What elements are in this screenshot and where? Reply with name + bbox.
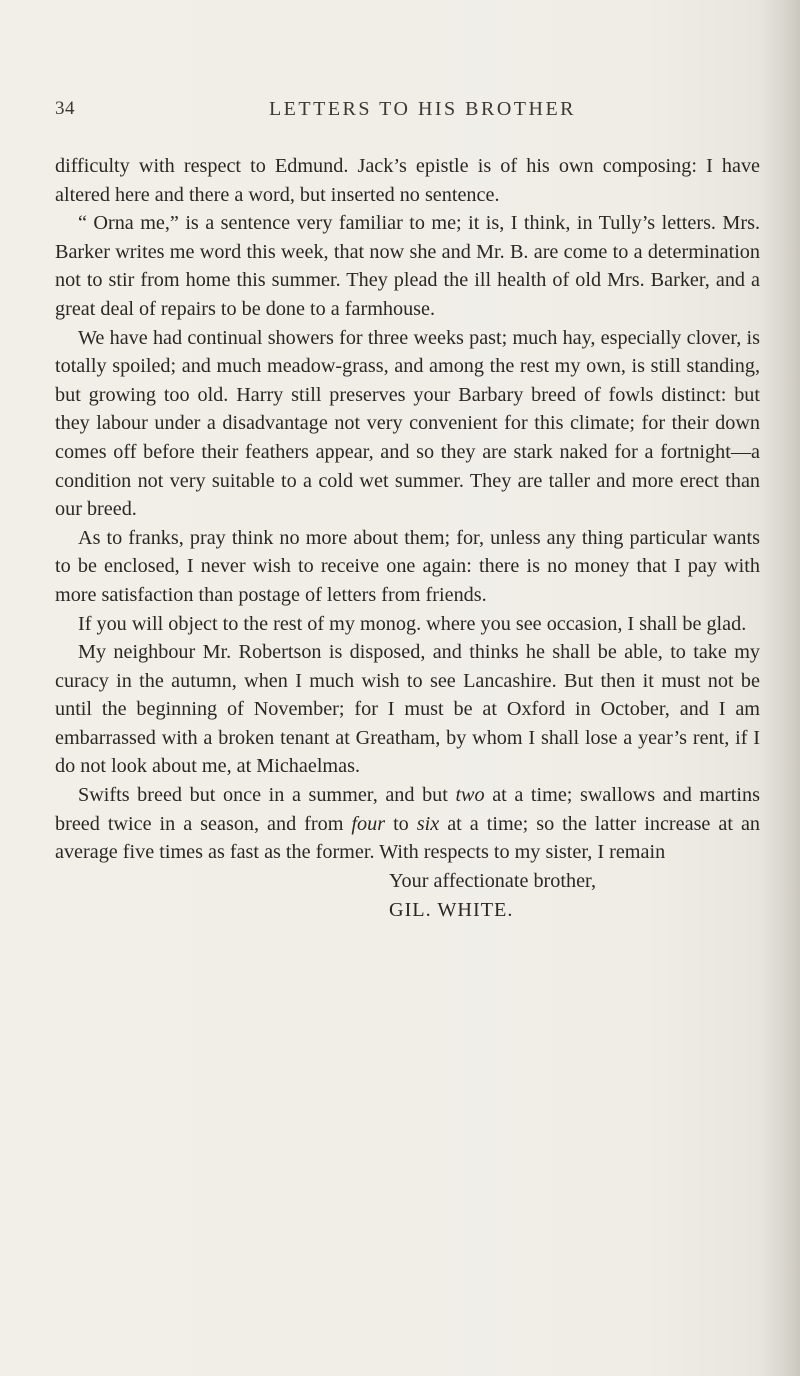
paragraph-4: As to franks, pray think no more about them; for, unless any thing particular wants to be enclosed, I never wish to receive one again: there is no money that I pay with more satisfaction than postage of letters from friends. [55, 526, 760, 606]
page-edge-shadow [760, 0, 800, 1376]
valediction: Your affectionate brother, [389, 870, 596, 892]
italic-word: four [351, 812, 386, 835]
running-title: LETTERS TO HIS BROTHER [268, 98, 577, 120]
letter-body [55, 152, 760, 867]
paragraph-3: We have had continual showers for three weeks past; much hay, especially clover, is totally spoiled; and much meadow-grass, and among the rest my own, is still standing, but growing too old. Harry still preserves your Barbary breed of fowls distinct: but they labour under a disadvantage not very convenient for this climate; for their down comes off before their feathers appear, and so they are stark naked for a fortnight—a condition not very suitable to a cold wet summer. They are taller and more erect than our breed. [55, 326, 760, 521]
paragraph-7: Swifts breed but once in a summer, and but two at a time; swallows and martins breed twice in a season, and from four to six at a time; so the latter increase at an average five times as fast as the former. With respects to my sister, I remain [55, 784, 761, 864]
paragraph-2: “ Orna me,” is a sentence very familiar to me; it is, I think, in Tully’s letters. Mrs. Barker writes me word this week, that now she and Mr. B. are come to a determination not to stir from home this summer. They plead the ill health of old Mrs. Barker, and a great deal of repairs to be done to a farmhouse. [55, 212, 760, 320]
letter-closing [55, 867, 760, 924]
running-head [55, 98, 760, 128]
page-number: 34 [55, 98, 75, 119]
italic-word: six [416, 812, 440, 835]
paragraph-1: difficulty with respect to Edmund. Jack’s epistle is of his own composing: I have altered here and there a word, but inserted no sentence. [55, 155, 760, 206]
signature: GIL. WHITE. [389, 898, 514, 921]
paragraph-6: My neighbour Mr. Robertson is disposed, and thinks he shall be able, to take my curacy in the autumn, when I much wish to see Lancashire. But then it must not be until the beginning of November; for I must be at Oxford in October, and I am embarrassed with a broken tenant at Greatham, by whom I shall lose a year’s rent, if I do not look about me, at Michaelmas. [55, 641, 760, 778]
italic-word: two [455, 784, 485, 807]
paragraph-5: If you will object to the rest of my monog. where you see occasion, I shall be glad. [78, 612, 747, 635]
